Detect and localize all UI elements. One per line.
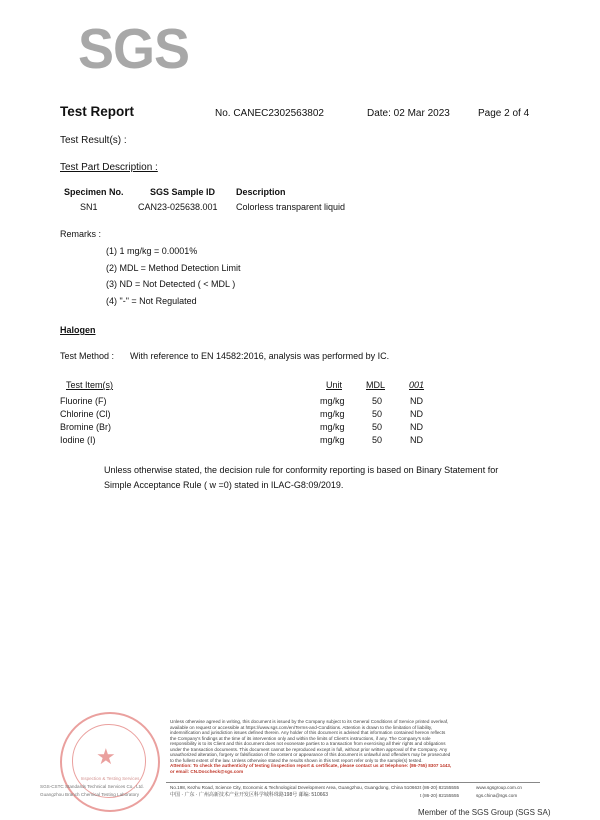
- col-specimen-header: Specimen No.: [64, 187, 124, 197]
- table-row-unit: mg/kg: [320, 409, 345, 419]
- seal-text: Inspection & Testing Services: [80, 776, 140, 781]
- disclaimer-line: the Company's findings at the time of its intervention only and within the limits of Client's instructions, if any. The Company's sole: [170, 735, 431, 741]
- footer-divider: [166, 782, 540, 783]
- table-row-result: ND: [410, 409, 423, 419]
- test-results-label: Test Result(s) :: [60, 135, 127, 146]
- remark-item: (4) "-" = Not Regulated: [106, 296, 197, 306]
- telephone: t (86-20) 82155555: [420, 785, 460, 790]
- address-cn: 中国 · 广东 · 广州高新技术产业开发区科学城科珠路198号 邮编: 510663: [170, 792, 329, 798]
- sgs-logo: SGS: [78, 17, 190, 81]
- attention-line: or email: CN.Doccheck@sgs.com: [170, 768, 244, 774]
- col-unit-header: Unit: [326, 380, 343, 390]
- table-row-result: ND: [410, 435, 423, 445]
- telephone: t (86-20) 82155555: [420, 793, 460, 798]
- test-method-label: Test Method :: [60, 351, 115, 361]
- remark-item: (3) ND = Not Detected ( < MDL ): [106, 279, 236, 289]
- email: sgs.china@sgs.com: [476, 793, 518, 798]
- table-row-mdl: 50: [372, 435, 383, 445]
- remark-item: (1) 1 mg/kg = 0.0001%: [106, 246, 198, 256]
- col-description-header: Description: [236, 187, 286, 197]
- test-method-text: With reference to EN 14582:2016, analysis was performed by IC.: [130, 351, 390, 361]
- table-row-mdl: 50: [372, 422, 383, 432]
- disclaimer-line: under the transaction documents. This document cannot be reproduced except in full, without prior written approval of the Company. Any: [170, 746, 448, 752]
- table-row-result: ND: [410, 422, 423, 432]
- table-row-item: Chlorine (Cl): [60, 409, 111, 419]
- decision-rule-line: Unless otherwise stated, the decision rule for conformity reporting is based on Binary Statement for: [104, 465, 499, 475]
- table-row-mdl: 50: [372, 409, 383, 419]
- table-row-item: Bromine (Br): [60, 422, 112, 432]
- halogen-heading: Halogen: [60, 325, 96, 335]
- description-value: Colorless transparent liquid: [236, 202, 346, 212]
- address-en: No.198, Kezhu Road, Science City, Economic & Technological Development Area, Guangzhou, Guangdong, China 510663: [170, 785, 420, 790]
- company-branch: Guangzhou Branch Chemical Testing Laboratory: [40, 792, 139, 797]
- report-number: No. CANEC2302563802: [215, 108, 324, 119]
- table-row-unit: mg/kg: [320, 422, 345, 432]
- table-row-item: Iodine (I): [60, 435, 96, 445]
- col-result-header: 001: [409, 380, 425, 390]
- table-row-unit: mg/kg: [320, 396, 345, 406]
- col-sample-id-header: SGS Sample ID: [150, 187, 216, 197]
- disclaimer-line: unauthorized alteration, forgery or falsification of the content or appearance of this document is unlawful and offenders may be prosecuted: [170, 752, 451, 757]
- disclaimer-line: Unless otherwise agreed in writing, this document is issued by the Company subject to its General Conditions of Service printed overleaf,: [170, 719, 449, 724]
- part-description-heading: Test Part Description :: [60, 162, 158, 173]
- table-row-mdl: 50: [372, 396, 383, 406]
- specimen-value: SN1: [80, 202, 98, 212]
- col-mdl-header: MDL: [366, 380, 386, 390]
- disclaimer-line: responsibility is to its Client and this document does not exonerate parties to a transaction from exercising all their rights and obligations: [170, 741, 446, 746]
- page-indicator: Page 2 of 4: [478, 108, 530, 119]
- table-row-unit: mg/kg: [320, 435, 345, 445]
- col-test-item-header: Test Item(s): [66, 380, 114, 390]
- disclaimer-line: to the fullest extent of the law. Unless otherwise stated the results shown in this test report refer only to the sample(s) tested.: [170, 757, 423, 763]
- attention-line: Attention: To check the authenticity of testing /inspection report & certificate, please contact us at telephone: (86-755) 8307 1443,: [170, 763, 452, 768]
- table-row-item: Fluorine (F): [60, 396, 107, 406]
- remark-item: (2) MDL = Method Detection Limit: [106, 263, 241, 273]
- report-date: Date: 02 Mar 2023: [367, 108, 450, 119]
- footer-disclaimer: [170, 719, 540, 774]
- table-row-result: ND: [410, 396, 423, 406]
- decision-rule-line: Simple Acceptance Rule ( w =0) stated in ILAC-G8:09/2019.: [104, 480, 344, 490]
- sample-id-value: CAN23-025638.001: [138, 202, 218, 212]
- star-icon: ★: [96, 744, 116, 769]
- company-name: SGS-CSTC Standards Technical Services Co., Ltd.: [40, 784, 144, 789]
- disclaimer-line: available on request or accessible at https://www.sgs.com/en/Terms-and-Conditions. Attention is drawn to the limitation of liability,: [170, 724, 433, 730]
- member-line: Member of the SGS Group (SGS SA): [418, 808, 551, 817]
- website: www.sgsgroup.com.cn: [476, 785, 522, 790]
- disclaimer-line: indemnification and jurisdiction issues defined therein. Any holder of this document is advised that information contained hereon reflects: [170, 730, 446, 735]
- remarks-label: Remarks :: [60, 229, 102, 239]
- report-title: Test Report: [60, 104, 135, 119]
